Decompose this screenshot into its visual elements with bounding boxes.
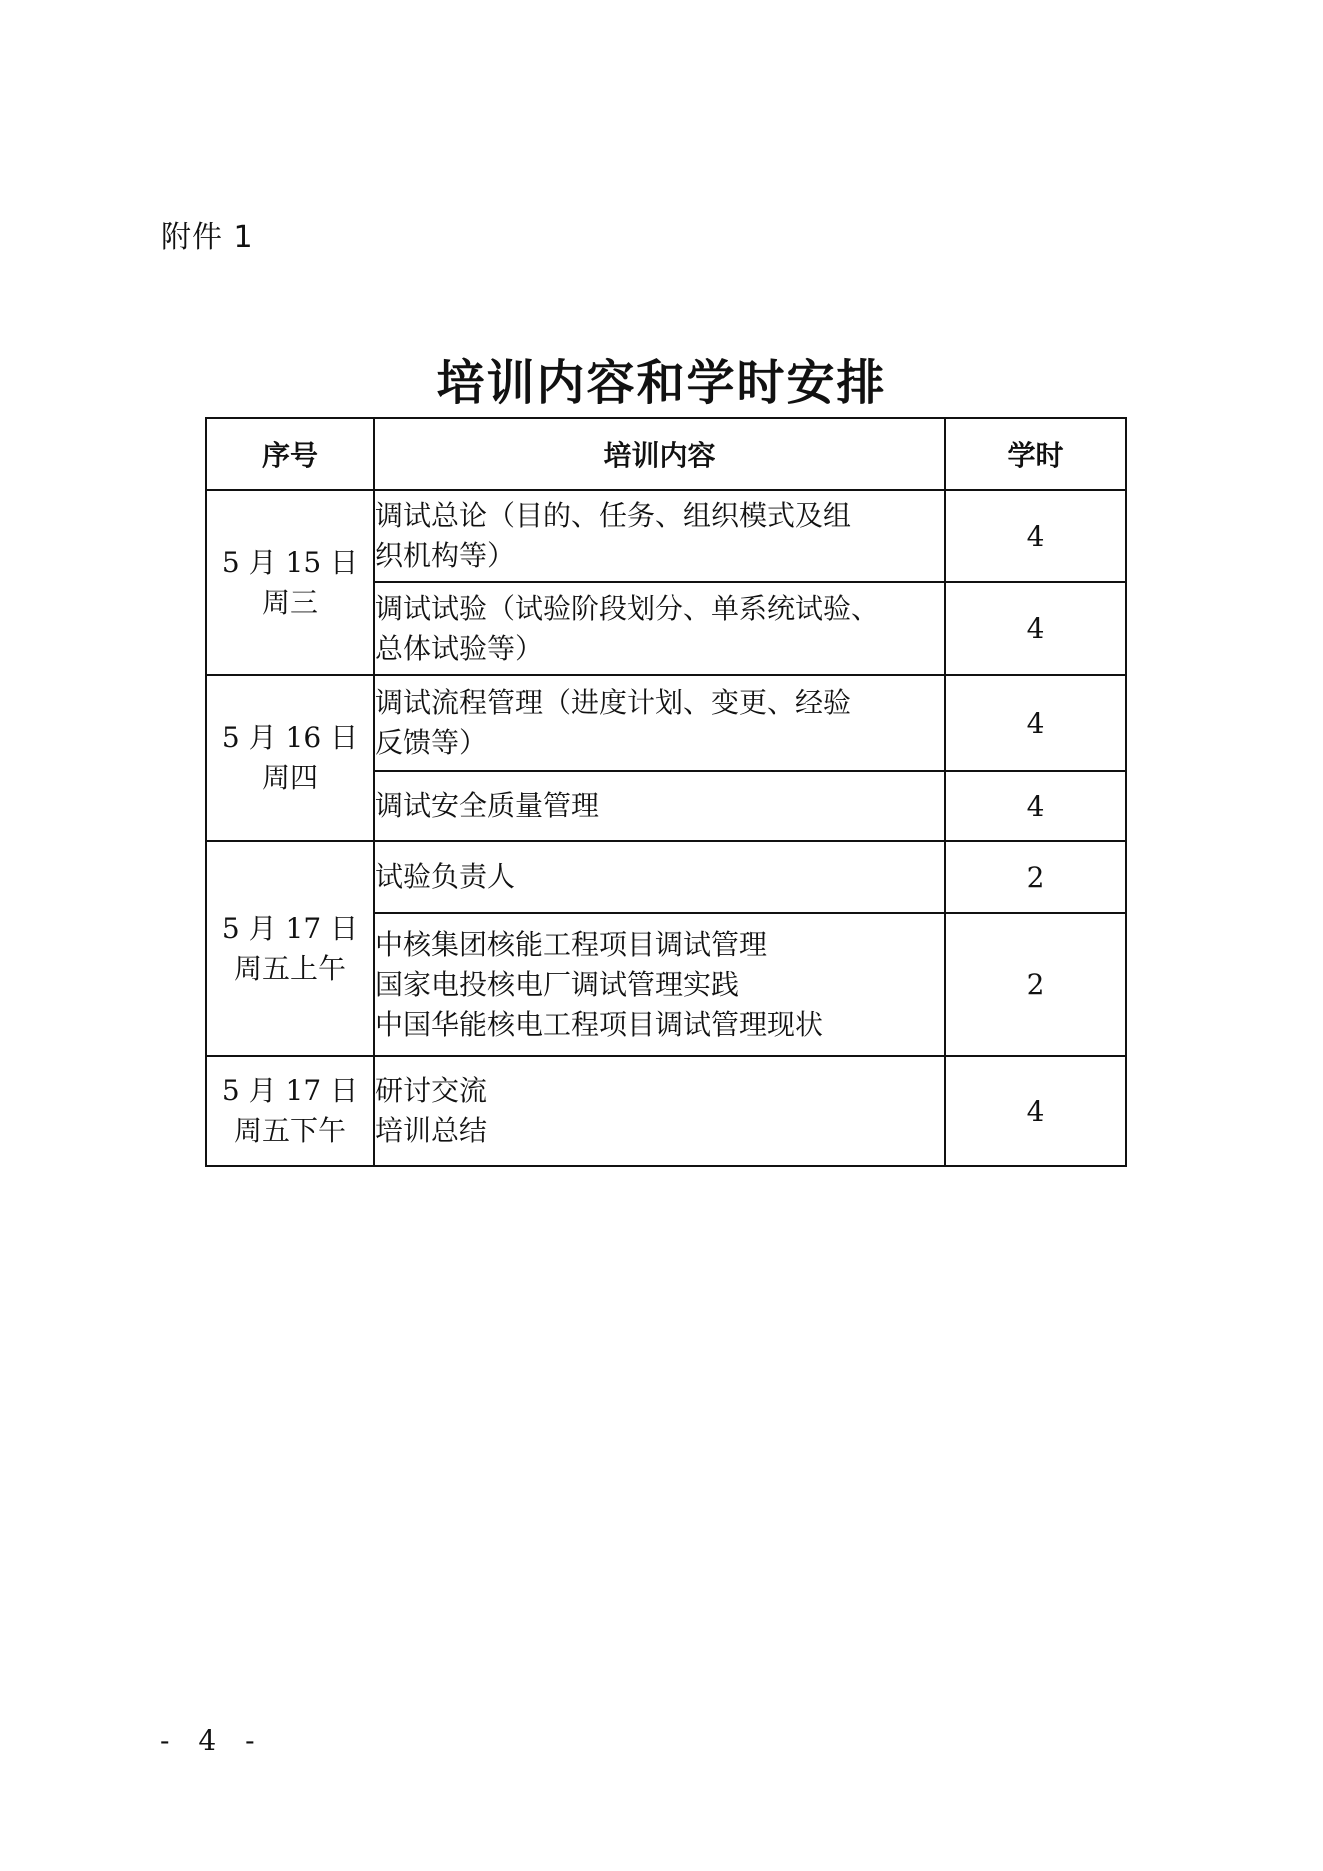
schedule-table — [205, 417, 1127, 1167]
table-row — [206, 841, 1126, 913]
table-row — [206, 675, 1126, 771]
hours-cell: 2 — [945, 913, 1126, 1056]
attachment-label: 附件 1 — [161, 220, 254, 255]
content-line: 研讨交流 — [375, 1074, 488, 1107]
content-cell — [374, 675, 945, 771]
content-line: 中国华能核电工程项目调试管理现状 — [375, 1007, 824, 1041]
content-cell — [374, 490, 945, 582]
hours-cell: 4 — [945, 490, 1126, 582]
content-line: 试验负责人 — [375, 860, 516, 893]
weekday-line: 周三 — [261, 585, 318, 619]
date-cell — [206, 1056, 374, 1166]
content-line: 调试安全质量管理 — [375, 789, 600, 822]
table-row — [206, 490, 1126, 582]
date-cell — [206, 841, 374, 1056]
date-line: 5 月 15 日 — [221, 545, 359, 579]
table-header-row — [206, 418, 1126, 490]
content-cell — [374, 913, 945, 1056]
content-line: 总体试验等） — [375, 631, 544, 665]
date-line: 5 月 16 日 — [221, 721, 359, 754]
header-content: 培训内容 — [374, 418, 945, 490]
header-seq: 序号 — [206, 418, 374, 490]
hours-cell: 4 — [945, 1056, 1126, 1166]
content-line: 中核集团核能工程项目调试管理 — [375, 927, 768, 961]
hours-cell: 2 — [945, 841, 1126, 913]
content-line: 织机构等） — [375, 539, 516, 572]
date-cell — [206, 490, 374, 675]
content-cell — [374, 841, 945, 913]
weekday-line: 周五下午 — [233, 1114, 346, 1147]
page-number: - 4 - — [160, 1724, 265, 1757]
table-row — [206, 1056, 1126, 1166]
content-line: 培训总结 — [375, 1114, 488, 1147]
date-line: 5 月 17 日 — [221, 1074, 359, 1107]
date-line: 5 月 17 日 — [221, 911, 359, 945]
hours-cell: 4 — [945, 771, 1126, 841]
weekday-line: 周五上午 — [233, 951, 346, 985]
content-line: 调试总论（目的、任务、组织模式及组 — [375, 499, 852, 532]
hours-cell: 4 — [945, 675, 1126, 771]
content-line: 调试试验（试验阶段划分、单系统试验、 — [375, 591, 880, 625]
weekday-line: 周四 — [261, 761, 318, 794]
content-line: 调试流程管理（进度计划、变更、经验 — [375, 686, 852, 719]
date-cell — [206, 675, 374, 841]
content-cell — [374, 582, 945, 675]
content-cell — [374, 1056, 945, 1166]
content-cell — [374, 771, 945, 841]
hours-cell: 4 — [945, 582, 1126, 675]
content-line: 反馈等） — [375, 726, 488, 759]
document-title: 培训内容和学时安排 — [436, 355, 887, 411]
content-line: 国家电投核电厂调试管理实践 — [375, 967, 740, 1001]
header-hours: 学时 — [945, 418, 1126, 490]
